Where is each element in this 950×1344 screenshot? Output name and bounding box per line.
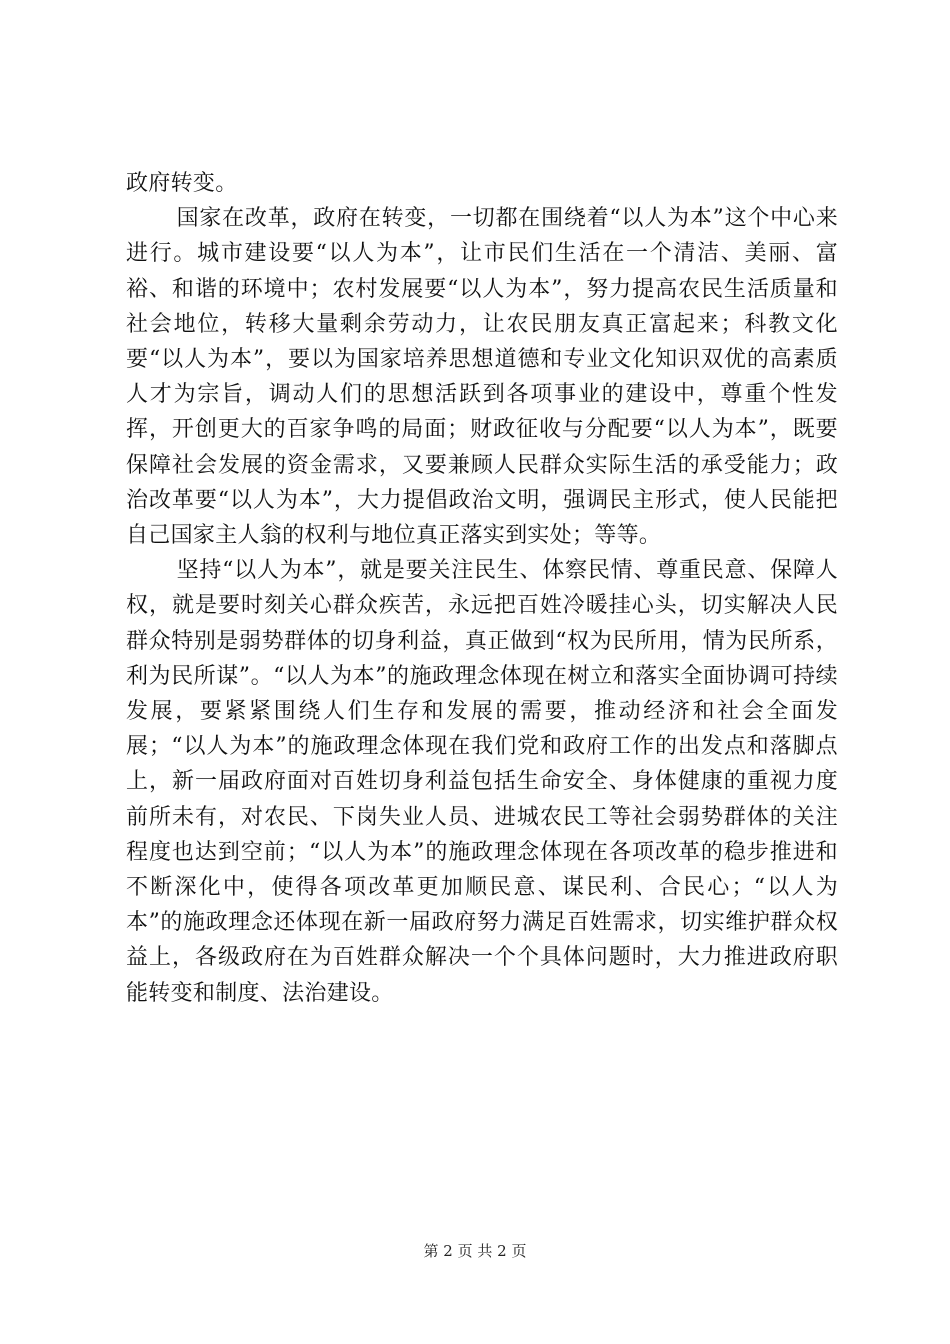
- paragraph-people-oriented: 坚持“以人为本”，就是要关注民生、体察民情、尊重民意、保障人权，就是要时刻关心群众疾苦，永远把百姓冷暖挂心头，切实解决人民群众特别是弱势群体的切身利益，真正做到“权为民所用，情为民所系，利为民所谋”。“以人为本”的施政理念体现在树立和落实全面协调可持续发展，要紧紧围绕人们生存和发展的需要，推动经济和社会全面发展；“以人为本”的施政理念体现在我们党和政府工作的出发点和落脚点上，新一届政府面对百姓切身利益包括生命安全、身体健康的重视力度前所未有，对农民、下岗失业人员、进城农民工等社会弱势群体的关注程度也达到空前；“以人为本”的施政理念体现在各项改革的稳步推进和不断深化中，使得各项改革更加顺民意、谋民利、合民心；“以人为本”的施政理念还体现在新一届政府努力满足百姓需求，切实维护群众权益上，各级政府在为百姓群众解决一个个具体问题时，大力推进政府职能转变和制度、法治建设。: [126, 558, 838, 1006]
- document-body: [126, 166, 838, 1011]
- page-footer: 第 2 页 共 2 页: [423, 1242, 527, 1260]
- paragraph-continuation: 政府转变。: [126, 171, 238, 196]
- paragraph-reform: 国家在改革，政府在转变，一切都在围绕着“以人为本”这个中心来进行。城市建设要“以人为本”，让市民们生活在一个清洁、美丽、富裕、和谐的环境中；农村发展要“以人为本”，努力提高农民生活质量和社会地位，转移大量剩余劳动力，让农民朋友真正富起来；科教文化要“以人为本”，要以为国家培养思想道德和专业文化知识双优的高素质人才为宗旨，调动人们的思想活跃到各项事业的建设中，尊重个性发挥，开创更大的百家争鸣的局面；财政征收与分配要“以人为本”，既要保障社会发展的资金需求，又要兼顾人民群众实际生活的承受能力；政治改革要“以人为本”，大力提倡政治文明，强调民主形式，使人民能把自己国家主人翁的权利与地位真正落实到实处；等等。: [126, 206, 838, 549]
